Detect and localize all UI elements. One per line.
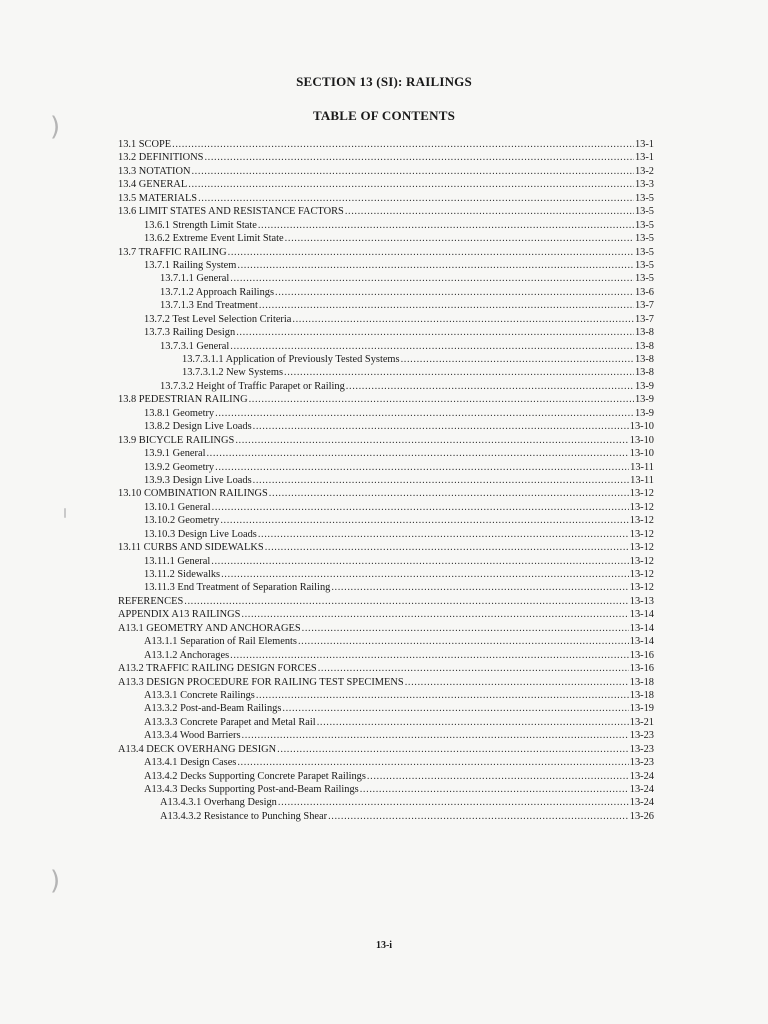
toc-dot-leader (258, 528, 629, 541)
toc-entry-label: 13.7.2 Test Level Selection Criteria (144, 313, 292, 325)
toc-dot-leader (282, 702, 628, 715)
toc-entry-page: 13-8 (634, 340, 654, 352)
toc-entry-label: 13.7.3 Railing Design (144, 327, 236, 339)
toc-dot-leader (317, 716, 629, 729)
toc-entry-label: A13.4.3 Decks Supporting Post-and-Beam Railings (144, 784, 359, 795)
toc-dot-leader (230, 340, 634, 353)
toc-entry (118, 461, 654, 474)
toc-entry-page: 13-24 (629, 784, 654, 795)
toc-entry-label: A13.3.2 Post-and-Beam Railings (144, 703, 282, 715)
toc-entry (118, 232, 654, 245)
toc-entry-page: 13-26 (629, 810, 654, 822)
toc-entry (118, 340, 654, 353)
toc-entry-label: 13.11 CURBS AND SIDEWALKS (118, 542, 264, 554)
toc-entry-label: A13.4.3.1 Overhang Design (160, 797, 277, 809)
toc-entry-page: 13-24 (629, 770, 654, 782)
toc-entry-page: 13-24 (629, 797, 654, 809)
toc-entry-label: 13.1 SCOPE (118, 139, 172, 150)
toc-entry-label: 13.4 GENERAL (118, 179, 188, 191)
toc-dot-leader (215, 461, 629, 474)
toc-dot-leader (215, 407, 634, 420)
toc-entry-label: A13.3.1 Concrete Railings (144, 689, 255, 701)
toc-entry-label: 13.10 COMBINATION RAILINGS (118, 488, 268, 500)
toc-dot-leader (204, 151, 634, 164)
toc-entry-label: 13.3 NOTATION (118, 165, 191, 177)
binder-hole-mark: ) (50, 112, 61, 142)
toc-entry-page: 13-12 (629, 515, 654, 527)
toc-entry-page: 13-12 (629, 569, 654, 580)
toc-entry-label: 13.9.3 Design Live Loads (144, 474, 252, 486)
toc-entry-label: A13.3.4 Wood Barriers (144, 730, 241, 742)
toc-entry-page: 13-23 (629, 730, 654, 742)
toc-entry-page: 13-16 (629, 663, 654, 675)
toc-dot-leader (230, 272, 634, 285)
toc-entry-page: 13-6 (634, 286, 654, 298)
toc-dot-leader (284, 366, 634, 379)
toc-entry (118, 649, 654, 662)
toc-entry-label: 13.11.2 Sidewalks (144, 569, 221, 580)
toc-entry-label: 13.7.3.1 General (160, 340, 230, 352)
toc-dot-leader (360, 783, 629, 796)
toc-entry-page: 13-19 (629, 703, 654, 715)
toc-entry-label: 13.6 LIMIT STATES AND RESISTANCE FACTORS (118, 206, 344, 218)
toc-entry-page: 13-1 (634, 152, 654, 164)
toc-entry-page: 13-9 (634, 380, 654, 392)
toc-entry (118, 246, 654, 259)
toc-entry-label: 13.6.2 Extreme Event Limit State (144, 233, 284, 245)
toc-dot-leader (298, 635, 629, 648)
toc-dot-leader (235, 434, 628, 447)
toc-entry-label: 13.8 PEDESTRIAN RAILING (118, 394, 248, 406)
toc-entry (118, 770, 654, 783)
toc-entry (118, 474, 654, 487)
toc-dot-leader (230, 649, 629, 662)
toc-entry-page: 13-7 (634, 300, 654, 312)
toc-entry (118, 380, 654, 393)
toc-entry-label: A13.4.3.2 Resistance to Punching Shear (160, 810, 328, 822)
toc-dot-leader (345, 205, 634, 218)
toc-dot-leader (401, 353, 634, 366)
binder-hole-mark: ) (50, 866, 61, 896)
toc-entry (118, 783, 654, 796)
toc-entry-label: 13.11.1 General (144, 555, 211, 567)
toc-entry-page: 13-5 (634, 192, 654, 204)
toc-entry-page: 13-21 (629, 716, 654, 728)
toc-entry (118, 581, 654, 594)
toc-entry-label: A13.3.3 Concrete Parapet and Metal Rail (144, 716, 316, 728)
toc-entry-label: 13.7 TRAFFIC RAILING (118, 246, 227, 258)
toc-dot-leader (328, 810, 629, 823)
toc-entry-page: 13-10 (629, 448, 654, 460)
toc-dot-leader (259, 299, 634, 312)
toc-dot-leader (265, 541, 629, 554)
toc-entry (118, 568, 654, 581)
toc-entry-label: 13.9.2 Geometry (144, 461, 215, 473)
toc-dot-leader (212, 501, 629, 514)
toc-entry-label: 13.8.2 Design Live Loads (144, 421, 252, 433)
toc-entry (118, 676, 654, 689)
toc-entry (118, 756, 654, 769)
section-title: SECTION 13 (SI): RAILINGS (296, 74, 472, 89)
toc-entry (118, 434, 654, 447)
toc-dot-leader (237, 259, 634, 272)
toc-entry (118, 272, 654, 285)
toc-entry (118, 635, 654, 648)
toc-dot-leader (221, 568, 629, 581)
toc-entry-page: 13-5 (634, 206, 654, 218)
toc-dot-leader (269, 487, 629, 500)
toc-entry (118, 514, 654, 527)
toc-entry-label: A13.2 TRAFFIC RAILING DESIGN FORCES (118, 663, 317, 675)
toc-entry (118, 420, 654, 433)
toc-entry-label: 13.7.1.1 General (160, 273, 230, 285)
toc-entry-label: REFERENCES (118, 595, 184, 607)
toc-entry-page: 13-11 (630, 461, 654, 473)
toc-dot-leader (277, 743, 629, 756)
toc-entry-label: APPENDIX A13 RAILINGS (118, 609, 241, 621)
toc-entry-page: 13-8 (634, 327, 654, 339)
toc-entry-page: 13-23 (629, 757, 654, 769)
toc-entry-page: 13-12 (629, 555, 654, 567)
toc-dot-leader (242, 729, 629, 742)
table-of-contents (118, 138, 654, 823)
toc-entry-page: 13-5 (634, 259, 654, 271)
toc-dot-leader (237, 756, 628, 769)
toc-dot-leader (184, 595, 629, 608)
toc-entry-page: 13-14 (629, 622, 654, 634)
toc-entry-page: 13-8 (634, 367, 654, 379)
toc-entry-label: A13.1.2 Anchorages (144, 649, 230, 661)
toc-entry (118, 447, 654, 460)
toc-entry-label: 13.7.1.2 Approach Railings (160, 286, 274, 298)
toc-dot-leader (211, 555, 628, 568)
toc-entry-label: 13.8.1 Geometry (144, 407, 215, 419)
toc-entry-label: 13.10.2 Geometry (144, 515, 220, 527)
toc-entry-label: 13.9.1 General (144, 448, 206, 460)
toc-entry-page: 13-10 (629, 434, 654, 446)
toc-dot-leader (188, 178, 634, 191)
toc-dot-leader (241, 608, 628, 621)
toc-entry (118, 151, 654, 164)
toc-entry (118, 702, 654, 715)
toc-dot-leader (228, 246, 634, 259)
toc-dot-leader (236, 326, 634, 339)
toc-dot-leader (278, 796, 629, 809)
toc-entry-label: 13.7.3.1.1 Application of Previously Tested Systems (182, 354, 400, 365)
toc-entry-label: 13.6.1 Strength Limit State (144, 219, 257, 231)
toc-entry-label: 13.9 BICYCLE RAILINGS (118, 434, 235, 446)
toc-dot-leader (256, 689, 629, 702)
toc-dot-leader (253, 420, 629, 433)
page-number: 13-i (375, 940, 393, 951)
toc-entry-label: A13.4 DECK OVERHANG DESIGN (118, 743, 277, 755)
toc-entry-label: 13.5 MATERIALS (118, 192, 198, 204)
toc-entry (118, 353, 654, 366)
toc-entry (118, 138, 654, 151)
toc-dot-leader (285, 232, 634, 245)
toc-entry-page: 13-14 (629, 636, 654, 648)
toc-dot-leader (275, 286, 634, 299)
toc-entry-page: 13-18 (629, 689, 654, 701)
toc-dot-leader (331, 581, 628, 594)
toc-entry-page: 13-12 (629, 501, 654, 513)
toc-dot-leader (405, 676, 629, 689)
toc-dot-leader (220, 514, 628, 527)
toc-entry (118, 622, 654, 635)
toc-entry-page: 13-10 (629, 421, 654, 433)
toc-entry (118, 205, 654, 218)
toc-entry-page: 13-18 (629, 676, 654, 688)
toc-entry (118, 259, 654, 272)
toc-entry (118, 487, 654, 500)
toc-entry (118, 366, 654, 379)
toc-title: TABLE OF CONTENTS (312, 108, 456, 123)
toc-entry (118, 165, 654, 178)
toc-entry-label: 13.7.3.1.2 New Systems (182, 367, 284, 379)
toc-entry-label: 13.7.3.2 Height of Traffic Parapet or Railing (160, 380, 345, 392)
toc-entry (118, 743, 654, 756)
toc-entry (118, 595, 654, 608)
toc-entry-page: 13-9 (634, 394, 654, 406)
toc-entry-page: 13-3 (634, 179, 654, 191)
toc-entry-page: 13-2 (634, 165, 654, 177)
toc-entry (118, 608, 654, 621)
toc-dot-leader (258, 219, 634, 232)
toc-entry-label: 13.10.3 Design Live Loads (144, 528, 257, 540)
toc-dot-leader (172, 138, 634, 151)
toc-dot-leader (302, 622, 629, 635)
toc-entry-label: A13.4.2 Decks Supporting Concrete Parapet Railings (144, 770, 366, 782)
toc-entry-page: 13-5 (634, 233, 654, 245)
toc-entry-page: 13-8 (634, 354, 654, 365)
toc-entry (118, 716, 654, 729)
toc-entry (118, 555, 654, 568)
toc-entry-label: 13.7.1.3 End Treatment (160, 300, 258, 312)
toc-entry-label: A13.3 DESIGN PROCEDURE FOR RAILING TEST SPECIMENS (118, 676, 404, 688)
toc-entry-label: A13.1.1 Separation of Rail Elements (144, 636, 297, 648)
toc-entry (118, 501, 654, 514)
toc-entry-page: 13-12 (629, 542, 654, 554)
toc-entry-page: 13-5 (634, 246, 654, 258)
toc-dot-leader (206, 447, 628, 460)
toc-entry-label: A13.1 GEOMETRY AND ANCHORAGES (118, 622, 301, 634)
toc-entry-label: 13.11.3 End Treatment of Separation Railing (144, 582, 331, 594)
toc-entry-page: 13-16 (629, 649, 654, 661)
toc-entry (118, 810, 654, 823)
toc-dot-leader (253, 474, 630, 487)
toc-entry-label: A13.4.1 Design Cases (144, 757, 237, 769)
toc-entry (118, 393, 654, 406)
toc-entry-label: 13.2 DEFINITIONS (118, 152, 204, 164)
scan-speck (64, 508, 66, 518)
toc-dot-leader (318, 662, 629, 675)
toc-entry-page: 13-9 (634, 407, 654, 419)
toc-entry (118, 729, 654, 742)
toc-entry (118, 796, 654, 809)
toc-entry (118, 313, 654, 326)
toc-entry (118, 326, 654, 339)
toc-entry (118, 192, 654, 205)
toc-entry (118, 528, 654, 541)
toc-entry-page: 13-5 (634, 219, 654, 231)
toc-entry-page: 13-1 (634, 139, 654, 150)
toc-dot-leader (346, 380, 634, 393)
toc-entry (118, 178, 654, 191)
toc-entry (118, 662, 654, 675)
toc-dot-leader (191, 165, 633, 178)
toc-entry-page: 13-12 (629, 582, 654, 594)
toc-dot-leader (367, 770, 629, 783)
toc-entry (118, 219, 654, 232)
toc-entry-page: 13-11 (630, 474, 654, 486)
toc-entry (118, 299, 654, 312)
toc-entry (118, 541, 654, 554)
toc-entry-page: 13-12 (629, 528, 654, 540)
toc-entry-page: 13-14 (629, 609, 654, 621)
toc-entry-label: 13.7.1 Railing System (144, 259, 237, 271)
toc-entry-page: 13-13 (629, 595, 654, 607)
toc-entry-page: 13-23 (629, 743, 654, 755)
toc-entry (118, 689, 654, 702)
toc-entry (118, 286, 654, 299)
toc-dot-leader (249, 393, 634, 406)
toc-entry-page: 13-5 (634, 273, 654, 285)
toc-dot-leader (198, 192, 634, 205)
toc-entry-page: 13-12 (629, 488, 654, 500)
toc-entry (118, 407, 654, 420)
toc-entry-page: 13-7 (634, 313, 654, 325)
toc-entry-label: 13.10.1 General (144, 501, 211, 513)
toc-dot-leader (292, 313, 634, 326)
